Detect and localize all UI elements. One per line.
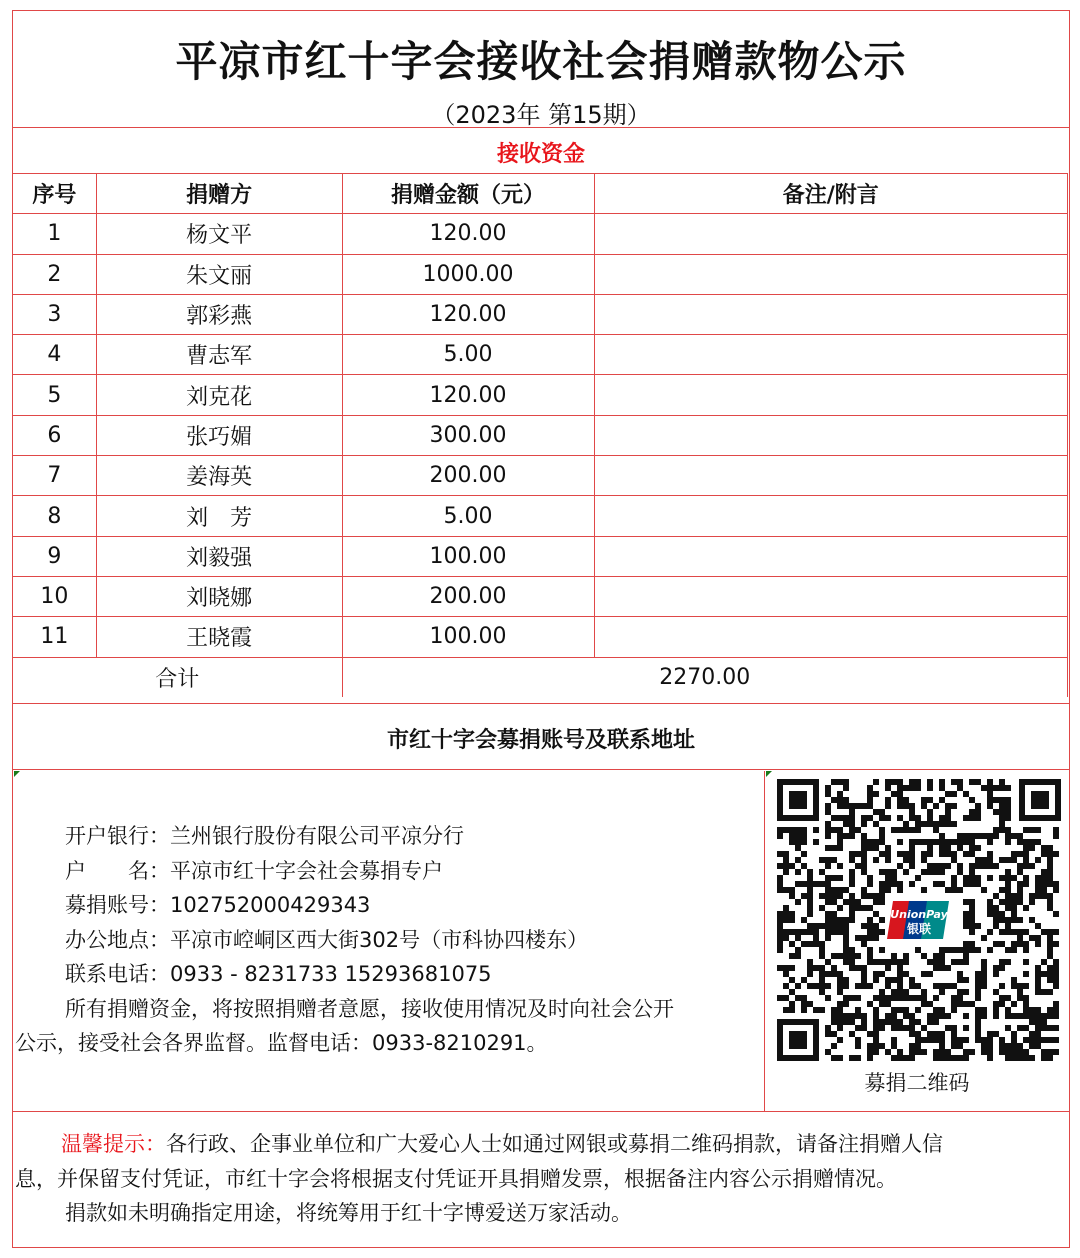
row-donor: 刘毅强	[96, 536, 342, 576]
row-note	[594, 294, 1067, 334]
row-amount: 100.00	[342, 617, 594, 657]
table-row	[13, 496, 1068, 536]
contact-heading: 市红十字会募捐账号及联系地址	[386, 728, 695, 753]
row-amount: 1000.00	[342, 254, 594, 294]
bank-line: 开户银行：兰州银行股份有限公司平凉分行	[65, 824, 464, 848]
table-row	[13, 375, 1068, 415]
table-row	[13, 335, 1068, 375]
account-number-line: 募捐账号：102752000429343	[65, 893, 371, 917]
row-amount: 200.00	[342, 456, 594, 496]
unionpay-logo	[885, 895, 955, 943]
divider	[13, 769, 1069, 770]
qr-caption: 募捐二维码	[864, 1071, 970, 1095]
row-note	[594, 375, 1067, 415]
total-row	[13, 657, 1068, 697]
table-row	[13, 214, 1068, 254]
table-row	[13, 456, 1068, 496]
divider	[13, 127, 1069, 128]
row-no: 4	[13, 335, 97, 375]
row-no: 1	[13, 214, 97, 254]
row-donor: 郭彩燕	[96, 294, 342, 334]
divider	[13, 703, 1069, 704]
row-amount: 120.00	[342, 294, 594, 334]
contact-info	[13, 819, 761, 1061]
table-row	[13, 536, 1068, 576]
unionpay-logo-text-en: UnionPay	[890, 908, 948, 921]
row-donor: 刘晓娜	[96, 576, 342, 616]
donation-notice-sheet	[12, 10, 1070, 1248]
table-row	[13, 415, 1068, 455]
cell-corner-marker	[14, 771, 20, 777]
row-donor: 朱文丽	[96, 254, 342, 294]
qr-finder-top-right	[1019, 779, 1061, 821]
qr-finder-bottom-left	[777, 1019, 819, 1061]
row-amount: 100.00	[342, 536, 594, 576]
header-amount: 捐赠金额（元）	[342, 174, 594, 214]
header-note: 备注/附言	[594, 174, 1067, 214]
row-no: 7	[13, 456, 97, 496]
header-no: 序号	[13, 174, 97, 214]
statement-line: 公示，接受社会各界监督。监督电话：0933-8210291。	[15, 1031, 548, 1055]
reminder-line: 捐款如未明确指定用途，将统筹用于红十字博爱送万家活动。	[65, 1201, 632, 1225]
row-amount: 200.00	[342, 576, 594, 616]
phone-line: 联系电话：0933 - 8231733 15293681075	[65, 962, 492, 986]
row-amount: 5.00	[342, 496, 594, 536]
divider	[764, 771, 765, 1111]
table-row	[13, 294, 1068, 334]
row-no: 2	[13, 254, 97, 294]
total-label: 合计	[13, 657, 343, 697]
reminder-line	[13, 1127, 1069, 1162]
table-row	[13, 254, 1068, 294]
row-donor: 杨文平	[96, 214, 342, 254]
qr-finder-top-left	[777, 779, 819, 821]
row-donor: 姜海英	[96, 456, 342, 496]
header-donor: 捐赠方	[96, 174, 342, 214]
qr-code-graphic	[775, 777, 1063, 1063]
row-amount: 120.00	[342, 214, 594, 254]
total-value: 2270.00	[342, 657, 1068, 697]
page-title: 平凉市红十字会接收社会捐赠款物公示	[175, 37, 907, 86]
row-note	[594, 415, 1067, 455]
row-donor: 刘 芳	[96, 496, 342, 536]
account-name-line: 户 名：平凉市红十字会社会募捐专户	[65, 858, 443, 883]
row-no: 5	[13, 375, 97, 415]
reminder-text: 各行政、企事业单位和广大爱心人士如通过网银或募捐二维码捐款，请备注捐赠人信	[166, 1132, 943, 1156]
table-header-row	[13, 174, 1068, 214]
row-note	[594, 496, 1067, 536]
donations-table	[12, 173, 1068, 697]
row-note	[594, 335, 1067, 375]
reminder-label: 温馨提示：	[61, 1132, 166, 1156]
warm-reminder	[13, 1127, 1069, 1231]
row-note	[594, 536, 1067, 576]
row-amount: 5.00	[342, 335, 594, 375]
row-donor: 刘克花	[96, 375, 342, 415]
row-donor: 曹志军	[96, 335, 342, 375]
statement-line: 所有捐赠资金，将按照捐赠者意愿，接收使用情况及时向社会公开	[65, 996, 674, 1021]
row-no: 6	[13, 415, 97, 455]
table-row	[13, 576, 1068, 616]
cell-corner-marker	[766, 771, 772, 777]
row-note	[594, 254, 1067, 294]
table-row	[13, 617, 1068, 657]
office-address-line: 办公地点：平凉市崆峒区西大街302号（市科协四楼东）	[65, 927, 589, 952]
row-donor: 王晓霞	[96, 617, 342, 657]
row-note	[594, 617, 1067, 657]
row-no: 11	[13, 617, 97, 657]
row-donor: 张巧媚	[96, 415, 342, 455]
row-no: 10	[13, 576, 97, 616]
donation-qr-code[interactable]	[775, 777, 1063, 1063]
row-note	[594, 214, 1067, 254]
row-no: 9	[13, 536, 97, 576]
row-note	[594, 576, 1067, 616]
period-label: （2023年 第15期）	[431, 101, 651, 129]
row-no: 3	[13, 294, 97, 334]
reminder-line: 息，并保留支付凭证，市红十字会将根据支付凭证开具捐赠发票，根据备注内容公示捐赠情况。	[15, 1166, 897, 1191]
row-no: 8	[13, 496, 97, 536]
divider	[13, 1111, 1069, 1112]
section-title-funds: 接收资金	[496, 142, 585, 167]
row-note	[594, 456, 1067, 496]
unionpay-logo-text-cn: 银联	[906, 922, 932, 936]
row-amount: 300.00	[342, 415, 594, 455]
row-amount: 120.00	[342, 375, 594, 415]
